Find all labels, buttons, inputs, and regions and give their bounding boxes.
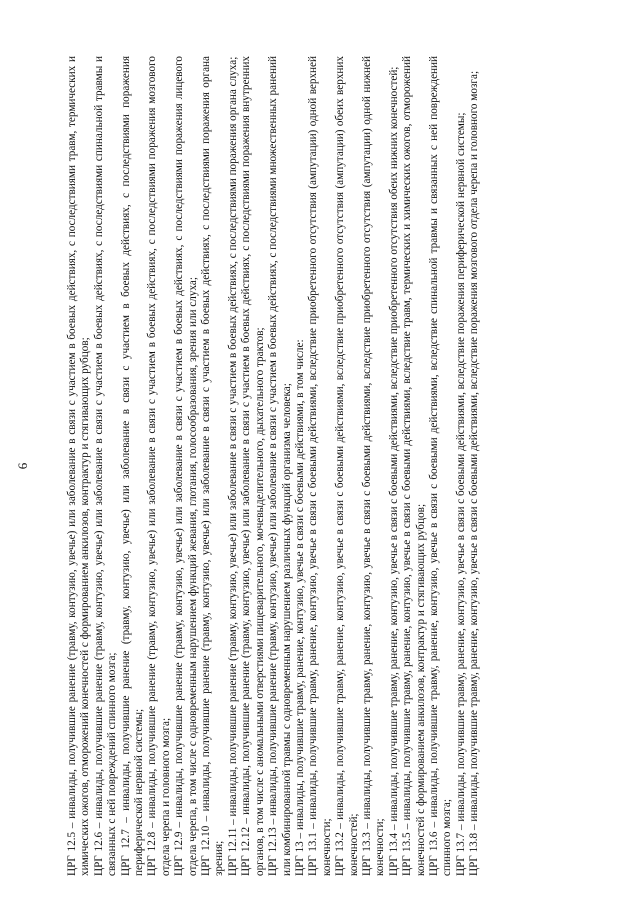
list-item: ЦРГ 13.3 – инвалиды, получившие травму, ранение, контузию, увечье в связи с боевыми действиями, вследствие приобретенного отсутствия (ампутации) одной нижней конечности; <box>360 56 387 876</box>
entry-list <box>66 56 482 876</box>
list-item: ЦРГ 13.5 – инвалиды, получившие травму, ранение, контузию, увечье в связи с боевыми действиями, вследствие травм, термических и химических ожогов, отморожений конечностей с формированием анкилозов, контрактур и стягивающих рубцов; <box>401 56 427 876</box>
rotated-content <box>15 56 586 876</box>
list-item: ЦРГ 13.2 – инвалиды, получившие травму, ранение, контузию, увечье в связи с боевыми действиями, вследствие приобретенного отсутствия (ампутации) обеих верхних конечностей; <box>334 56 360 876</box>
list-item: ЦРГ 12.7 – инвалиды, получившие ранение (травму, контузию, увечье) или заболевание в связи с участием в боевых действиях, с последствиями поражения периферической нервной системы; <box>119 56 146 876</box>
list-item: ЦРГ 12.11 – инвалиды, получившие ранение (травму, контузию, увечье) или заболевание в связи с участием в боевых действиях, с последствиями поражения органа слуха; <box>226 56 239 876</box>
list-item: ЦРГ 13.1 – инвалиды, получившие травму, ранение, контузию, увечье в связи с боевыми действиями, вследствие приобретенного отсутствия (ампутации) одной верхней конечности; <box>307 56 333 876</box>
list-item: ЦРГ 13.4 – инвалиды, получившие травму, ранение, контузию, увечье в связи с боевыми действиями, вследствие приобретенного отсутствия обеих нижних конечностей; <box>387 66 400 876</box>
page-number: 6 <box>15 462 30 470</box>
list-item: ЦРГ 12.10 – инвалиды, получившие ранение (травму, контузию, увечье) или заболевание в связи с участием в боевых действиях, с последствиями поражения органа зрения; <box>200 56 226 876</box>
list-item: ЦРГ 12.9 – инвалиды, получившие ранение (травму, контузию, увечье) или заболевание в связи с участием в боевых действиях, с последствиями поражения лицевого отдела черепа, в том числе с одновременным нарушением функций жевания, глотания, голосообразования, зрения или слуха; <box>173 56 199 876</box>
list-item: ЦРГ 12.12 – инвалиды, получившие ранение (травму, контузию, увечье) или заболевание в связи с участием в боевых действиях, с последствиями поражения внутренних органов, в том числе с аномальными отверстиями пищеварительного, мочевыделительного, дыхательного трактов; <box>240 56 266 876</box>
list-item: ЦРГ 13.8 – инвалиды, получившие травму, ранение, контузию, увечье в связи с боевыми действиями, вследствие поражения мозгового отдела черепа и головного мозга; <box>468 70 481 876</box>
list-item: ЦРГ 12.6 – инвалиды, получившие ранение (травму, контузию, увечье) или заболевание в связи с участием в боевых действиях, с последствиями спинальной травмы и связанных с ней повреждений спинного мозга; <box>92 56 119 876</box>
list-item: ЦРГ 13.6 – инвалиды, получившие травму, ранение, контузию, увечье в связи с боевыми действиями, вследствие спинальной травмы и связанных с ней повреждений спинного мозга; <box>427 56 454 876</box>
list-item: ЦРГ 12.8 – инвалиды, получившие ранение (травму, контузию, увечье) или заболевание в связи с участием в боевых действиях, с последствиями поражения мозгового отдела черепа и головного мозга; <box>146 56 172 876</box>
list-item: ЦРГ 13.7 – инвалиды, получившие травму, ранение, контузию, увечье в связи с боевыми действиями, вследствие поражения периферической нервной системы; <box>454 112 467 876</box>
list-item: ЦРГ 13 – инвалиды, получившие травму, ранение, контузию, увечье в связи с боевыми действиями, в том числе: <box>293 339 306 876</box>
list-item: ЦРГ 12.5 – инвалиды, получившие ранение (травму, контузию, увечье) или заболевание в связи с участием в боевых действиях, с последствиями травм, термических и химических ожогов, отморожений конечностей с формированием анкилозов, контрактур и стягивающих рубцов; <box>66 56 92 876</box>
list-item: ЦРГ 12.13 – инвалиды, получившие ранение (травму, контузию, увечье) или заболевание в связи с участием в боевых действиях, с последствиями множественных ранений или комбинированной травмы с одновременным нарушением различных функций организма человека; <box>267 56 293 876</box>
